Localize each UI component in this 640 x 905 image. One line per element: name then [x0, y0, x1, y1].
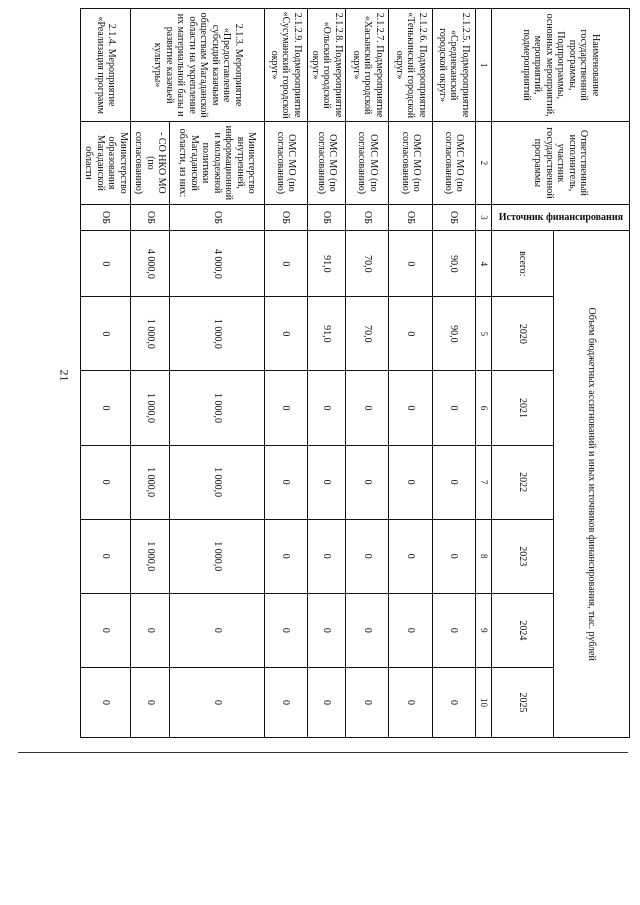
table-row — [432, 9, 475, 738]
row-value-2024: 0 — [389, 593, 432, 667]
measure-213-sub-2025: 0 — [131, 667, 170, 737]
last-row-2021: 0 — [81, 371, 131, 445]
row-value-2024: 0 — [346, 593, 389, 667]
measure-213-2024: 0 — [170, 593, 265, 667]
index-cell: 7 — [475, 445, 491, 519]
index-cell: 1 — [475, 9, 491, 122]
measure-213-sub-2020: 1 000,0 — [131, 297, 170, 371]
header-total: всего: — [492, 231, 554, 297]
table-row — [346, 9, 389, 738]
table-row — [307, 9, 346, 738]
row-value-2023: 0 — [264, 519, 307, 593]
header-source — [492, 204, 630, 231]
row-name: 2.1.2.6. Подмероприятие «Тенькинский городской округ» — [389, 9, 432, 122]
row-value-2024: 0 — [307, 593, 346, 667]
row-total: 70,0 — [346, 231, 389, 297]
table-row — [81, 9, 131, 738]
last-row-responsible: Министерство образования Магаданской области — [81, 122, 131, 204]
row-value-2020: 0 — [389, 297, 432, 371]
row-total: 91,0 — [307, 231, 346, 297]
table-row — [170, 9, 265, 738]
last-row-total: 0 — [81, 231, 131, 297]
row-value-2022: 0 — [307, 445, 346, 519]
financing-table — [80, 8, 630, 738]
row-value-2021: 0 — [389, 371, 432, 445]
index-cell: 3 — [475, 204, 491, 231]
row-value-2022: 0 — [264, 445, 307, 519]
row-value-2022: 0 — [432, 445, 475, 519]
index-cell: 4 — [475, 231, 491, 297]
measure-213-name: 2.1.3. Мероприятие «Предоставление субсидий казачьим обществам Магаданской области на укрепление их материальной базы и развитие казачьей культуры» — [131, 9, 264, 122]
row-value-2023: 0 — [432, 519, 475, 593]
index-cell: 10 — [475, 667, 491, 737]
row-value-2025: 0 — [264, 667, 307, 737]
row-value-2025: 0 — [432, 667, 475, 737]
row-total: 0 — [389, 231, 432, 297]
header-year-2025: 2025 — [492, 667, 554, 737]
measure-213-sub-source: ОБ — [131, 204, 170, 231]
measure-213-sub-responsible: - СО НКО МО (по согласованию) — [131, 122, 170, 204]
row-source: ОБ — [432, 204, 475, 231]
last-row-2020: 0 — [81, 297, 131, 371]
measure-213-2022: 1 000,0 — [170, 445, 265, 519]
row-value-2025: 0 — [307, 667, 346, 737]
row-value-2020: 90,0 — [432, 297, 475, 371]
row-value-2020: 70,0 — [346, 297, 389, 371]
last-row-2025: 0 — [81, 667, 131, 737]
measure-213-total: 4 000,0 — [170, 231, 265, 297]
row-responsible: ОМС МО (по согласованию) — [307, 122, 346, 204]
row-value-2023: 0 — [307, 519, 346, 593]
header-year-2024: 2024 — [492, 593, 554, 667]
header-responsible: Ответственный исполнитель, участник государственной программы — [492, 122, 630, 204]
row-value-2025: 0 — [389, 667, 432, 737]
row-source: ОБ — [389, 204, 432, 231]
header-source-text: Источник финансирования — [498, 211, 623, 223]
header-name: Наименование государственной программы, Подпрограммы, основных мероприятий, мероприятий, подмероприятий — [492, 9, 630, 122]
measure-213-responsible: Министерство внутренней, информационной и молодежной политики Магаданской области, из них: — [170, 122, 265, 204]
row-responsible: ОМС МО (по согласованию) — [389, 122, 432, 204]
row-responsible: ОМС МО (по согласованию) — [432, 122, 475, 204]
table-row — [264, 9, 307, 738]
row-value-2022: 0 — [389, 445, 432, 519]
row-name: 2.1.2.7. Подмероприятие «Хасынский городской округ» — [346, 9, 389, 122]
measure-213-sub-2024: 0 — [131, 593, 170, 667]
measure-213-2023: 1 000,0 — [170, 519, 265, 593]
index-cell: 8 — [475, 519, 491, 593]
last-row-source: ОБ — [81, 204, 131, 231]
row-value-2021: 0 — [346, 371, 389, 445]
measure-213-2025: 0 — [170, 667, 265, 737]
index-row — [475, 9, 491, 738]
row-name: 2.1.2.5. Подмероприятие «Среднеканский городской округ» — [432, 9, 475, 122]
measure-213-sub-2022: 1 000,0 — [131, 445, 170, 519]
row-value-2021: 0 — [432, 371, 475, 445]
measure-213-sub-total: 4 000,0 — [131, 231, 170, 297]
row-value-2025: 0 — [346, 667, 389, 737]
row-value-2024: 0 — [264, 593, 307, 667]
page-number: 21 — [57, 369, 72, 382]
rotated-table-container — [75, 8, 630, 738]
measure-213-sub-2023: 1 000,0 — [131, 519, 170, 593]
row-value-2023: 0 — [346, 519, 389, 593]
row-source: ОБ — [307, 204, 346, 231]
row-total: 90,0 — [432, 231, 475, 297]
page-divider-line — [18, 752, 628, 753]
row-responsible: ОМС МО (по согласованию) — [346, 122, 389, 204]
header-year-2021: 2021 — [492, 371, 554, 445]
header-year-2023: 2023 — [492, 519, 554, 593]
header-volume: Объем бюджетных ассигнований и иных источников финансирования, тыс. рублей — [553, 231, 629, 738]
measure-213-sub-2021: 1 000,0 — [131, 371, 170, 445]
measure-213-2021: 1 000,0 — [170, 371, 265, 445]
row-name: 2.1.2.8. Подмероприятие «Ольский городской округ» — [307, 9, 346, 122]
row-responsible: ОМС МО (по согласованию) — [264, 122, 307, 204]
last-row-name: 2.1.4. Мероприятие «Реализация программ — [81, 9, 131, 122]
header-year-2020: 2020 — [492, 297, 554, 371]
row-value-2022: 0 — [346, 445, 389, 519]
row-name: 2.1.2.9. Подмероприятие «Сусуманский городской округ» — [264, 9, 307, 122]
row-source: ОБ — [264, 204, 307, 231]
last-row-2023: 0 — [81, 519, 131, 593]
index-cell: 6 — [475, 371, 491, 445]
row-value-2023: 0 — [389, 519, 432, 593]
header-year-2022: 2022 — [492, 445, 554, 519]
row-source: ОБ — [346, 204, 389, 231]
measure-213-2020: 1 000,0 — [170, 297, 265, 371]
measure-213-source: ОБ — [170, 204, 265, 231]
table-row — [389, 9, 432, 738]
row-value-2020: 0 — [264, 297, 307, 371]
row-value-2020: 91,0 — [307, 297, 346, 371]
last-row-2022: 0 — [81, 445, 131, 519]
index-cell: 5 — [475, 297, 491, 371]
index-cell: 9 — [475, 593, 491, 667]
index-cell: 2 — [475, 122, 491, 204]
row-value-2021: 0 — [307, 371, 346, 445]
last-row-2024: 0 — [81, 593, 131, 667]
row-value-2021: 0 — [264, 371, 307, 445]
row-value-2024: 0 — [432, 593, 475, 667]
row-total: 0 — [264, 231, 307, 297]
